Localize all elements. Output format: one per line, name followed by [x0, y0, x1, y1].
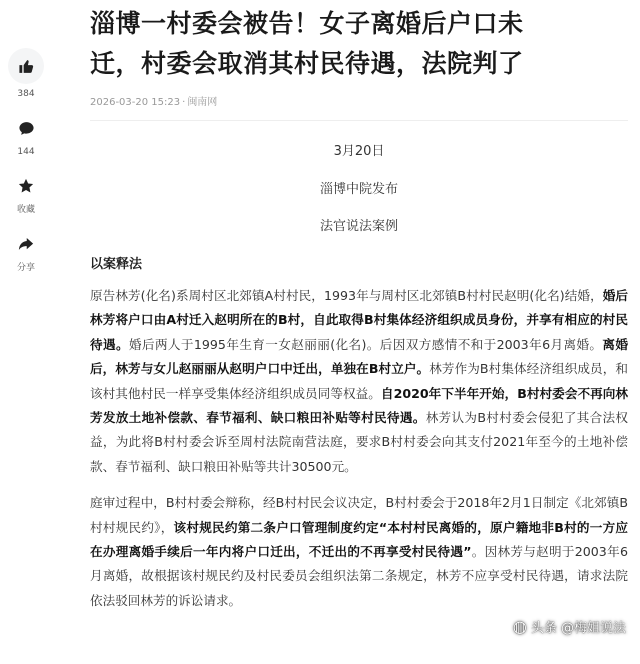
- comment-icon-wrap[interactable]: [8, 114, 44, 142]
- action-sidebar: [0, 48, 52, 288]
- p2-bold-seg: 该村规民约第二条户口管理制度约定“本村村民离婚的，原户籍地非B村的一方应在办理离婚手续后一年内将户口迁出，不迁出的不再享受村民待遇”: [90, 519, 628, 560]
- meta-divider: [90, 120, 628, 121]
- article: [90, 0, 628, 613]
- center-column: 法官说法案例: [319, 219, 398, 234]
- like-button[interactable]: [0, 48, 52, 100]
- like-count: 384: [17, 89, 35, 99]
- like-icon-wrap[interactable]: [8, 48, 44, 84]
- share-icon-wrap[interactable]: [8, 230, 44, 258]
- p1-seg: 林芳认为B村村委会侵犯了其合法权益，为此将B村村委会诉至周村法院南营法庭，要求B村村委会向其支付2021年至今的土地补偿款、春节福利、缺口粮田补贴等共计30500元。: [90, 410, 629, 474]
- share-label: 分享: [16, 263, 35, 273]
- share-button[interactable]: [0, 230, 52, 274]
- favorite-icon-wrap[interactable]: [8, 172, 44, 200]
- p1-bold-seg: 婚后林芳将户口由A村迁入赵明所在的B村，自此取得B村集体经济组织成员身份，并享有相应的村民待遇。: [90, 288, 628, 352]
- comment-count: 144: [17, 147, 35, 157]
- article-title: [90, 4, 628, 84]
- section-heading: 以案释法: [90, 257, 143, 272]
- watermark-icon: ◍: [512, 617, 527, 636]
- favorite-label: 收藏: [16, 205, 35, 215]
- star-icon: [17, 177, 35, 195]
- paragraph-1: [90, 284, 628, 479]
- p1-bold-seg: 自2020年下半年开始，B村村委会不再向林芳发放土地补偿款、春节福利、缺口粮田补贴等村民待遇。: [90, 385, 629, 426]
- source-name[interactable]: 闽南网: [187, 97, 218, 108]
- meta-separator: ·: [182, 97, 186, 108]
- publish-date: 2026-03-20 15:23: [90, 97, 181, 108]
- p1-seg: 林芳作为B村集体经济组织成员，和该村其他村民一样享受集体经济组织成员同等权益。: [90, 361, 628, 401]
- favorite-button[interactable]: [0, 172, 52, 216]
- watermark-text: 头条 @梅姐说法: [530, 621, 626, 636]
- comment-icon: [18, 120, 35, 137]
- share-icon: [17, 235, 35, 253]
- title-line-1: 淄博一村委会被告！女子离婚后户口未: [90, 9, 524, 38]
- p2-seg: 庭审过程中，B村村委会辩称，经B村村民会议决定，B村村委会于2018年2月1日制定《北郊镇B村村规民约》，: [90, 495, 628, 535]
- watermark: [513, 617, 626, 636]
- article-meta: [90, 96, 628, 110]
- center-date: 3月20日: [333, 144, 385, 159]
- center-publisher: 淄博中院发布: [319, 182, 398, 197]
- p1-seg: 婚后两人于1995年生育一女赵丽丽(化名)。后因双方感情不和于2003年6月离婚。: [128, 336, 603, 352]
- paragraph-2: [90, 491, 628, 613]
- comment-button[interactable]: [0, 114, 52, 158]
- p1-bold-seg: 离婚后，林芳与女儿赵丽丽从赵明户口中迁出，单独在B村立户。: [90, 336, 629, 377]
- title-line-2: 迁，村委会取消其村民待遇，法院判了: [90, 49, 524, 78]
- p1-seg: 原告林芳(化名)系周村区北郊镇A村村民，1993年与周村区北郊镇B村村民赵明(化名)结婚，: [90, 288, 603, 303]
- p2-seg: 。因林芳与赵明于2003年6月离婚，故根据该村规民约及村民委员会组织法第二条规定，林芳不应享受村民待遇，请求法院依法驳回林芳的诉讼请求。: [90, 544, 628, 608]
- thumbs-up-icon: [18, 58, 35, 75]
